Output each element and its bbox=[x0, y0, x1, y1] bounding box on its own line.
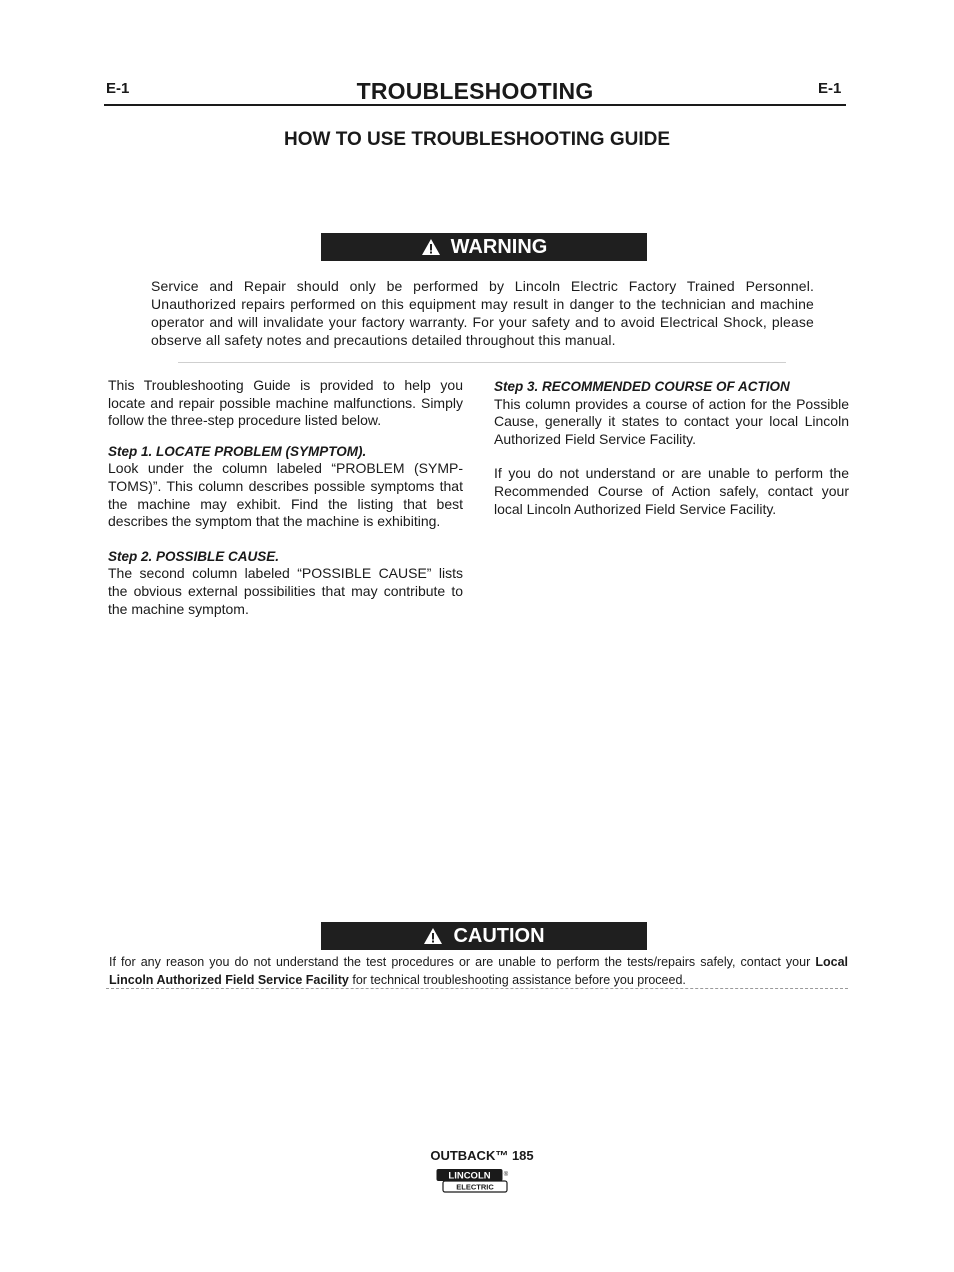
step2-heading: Step 2. POSSIBLE CAUSE. bbox=[108, 548, 280, 564]
logo-top-text: LINCOLN bbox=[448, 1170, 491, 1182]
logo-bottom-text: ELECTRIC bbox=[456, 1182, 494, 1192]
warning-triangle-icon bbox=[421, 238, 441, 256]
title-bar bbox=[104, 76, 846, 106]
page-title: TROUBLESHOOTING bbox=[356, 78, 594, 104]
caution-text bbox=[109, 953, 848, 989]
section-subtitle: HOW TO USE TROUBLESHOOTING GUIDE bbox=[284, 129, 670, 150]
caution-banner bbox=[321, 922, 647, 950]
page-number-left: E-1 bbox=[106, 80, 130, 97]
caution-text-after: for technical troubleshooting assistance before you proceed. bbox=[348, 973, 686, 987]
right-column bbox=[494, 365, 849, 518]
step3-text: This column provides a course of action for the Possible Cause, generally it states to contact your local Lincoln Authorized Field Service Facility. bbox=[494, 395, 849, 447]
logo-registered-mark: ® bbox=[503, 1172, 509, 1178]
divider bbox=[178, 362, 786, 363]
warning-text: Service and Repair should only be performed by Lincoln Electric Factory Trained Personnel. Unauthorized repairs performed on this equipment may result in danger to the technician and machine operator and will invalidate your factory warranty. For your safety and to avoid Electrical Shock, please observe all safety notes and precautions detailed throughout this manual. bbox=[151, 278, 814, 348]
right-note: If you do not understand or are unable to perform the Recommended Course of Action safely, contact your local Lincoln Authorized Field Service Facility. bbox=[494, 465, 849, 517]
caution-label: CAUTION bbox=[453, 924, 545, 947]
step1-text: Look under the column labeled “PROBLEM (SYMP-TOMS)”. This column describes possible symptoms that the machine may exhibit. Find the listing that best describes the symptom that the machine is exhibiting. bbox=[108, 460, 463, 530]
caution-text-bold: Local Lincoln Authorized Field Service Facility bbox=[109, 955, 848, 987]
step1-heading: Step 1. LOCATE PROBLEM (SYMPTOM). bbox=[108, 443, 367, 459]
warning-banner bbox=[321, 233, 647, 261]
caution-divider bbox=[106, 988, 848, 989]
left-column bbox=[108, 377, 463, 618]
intro-paragraph: This Troubleshooting Guide is provided to help you locate and repair possible machine malfunctions. Simply follow the three-step procedure listed below. bbox=[108, 377, 463, 429]
footer-model: OUTBACK™ 185 bbox=[430, 1148, 534, 1163]
caution-text-before: If for any reason you do not understand the test procedures or are unable to perform the tests/repairs safely, contact your bbox=[109, 955, 816, 969]
lincoln-electric-logo bbox=[436, 1168, 510, 1194]
caution-triangle-icon bbox=[423, 927, 443, 945]
page-number-right: E-1 bbox=[818, 80, 842, 97]
warning-label: WARNING bbox=[450, 235, 548, 258]
step3-heading: Step 3. RECOMMENDED COURSE OF ACTION bbox=[494, 379, 790, 394]
step2-text: The second column labeled “POSSIBLE CAUSE” lists the obvious external possibilities that may contribute to the machine symptom. bbox=[108, 565, 463, 617]
